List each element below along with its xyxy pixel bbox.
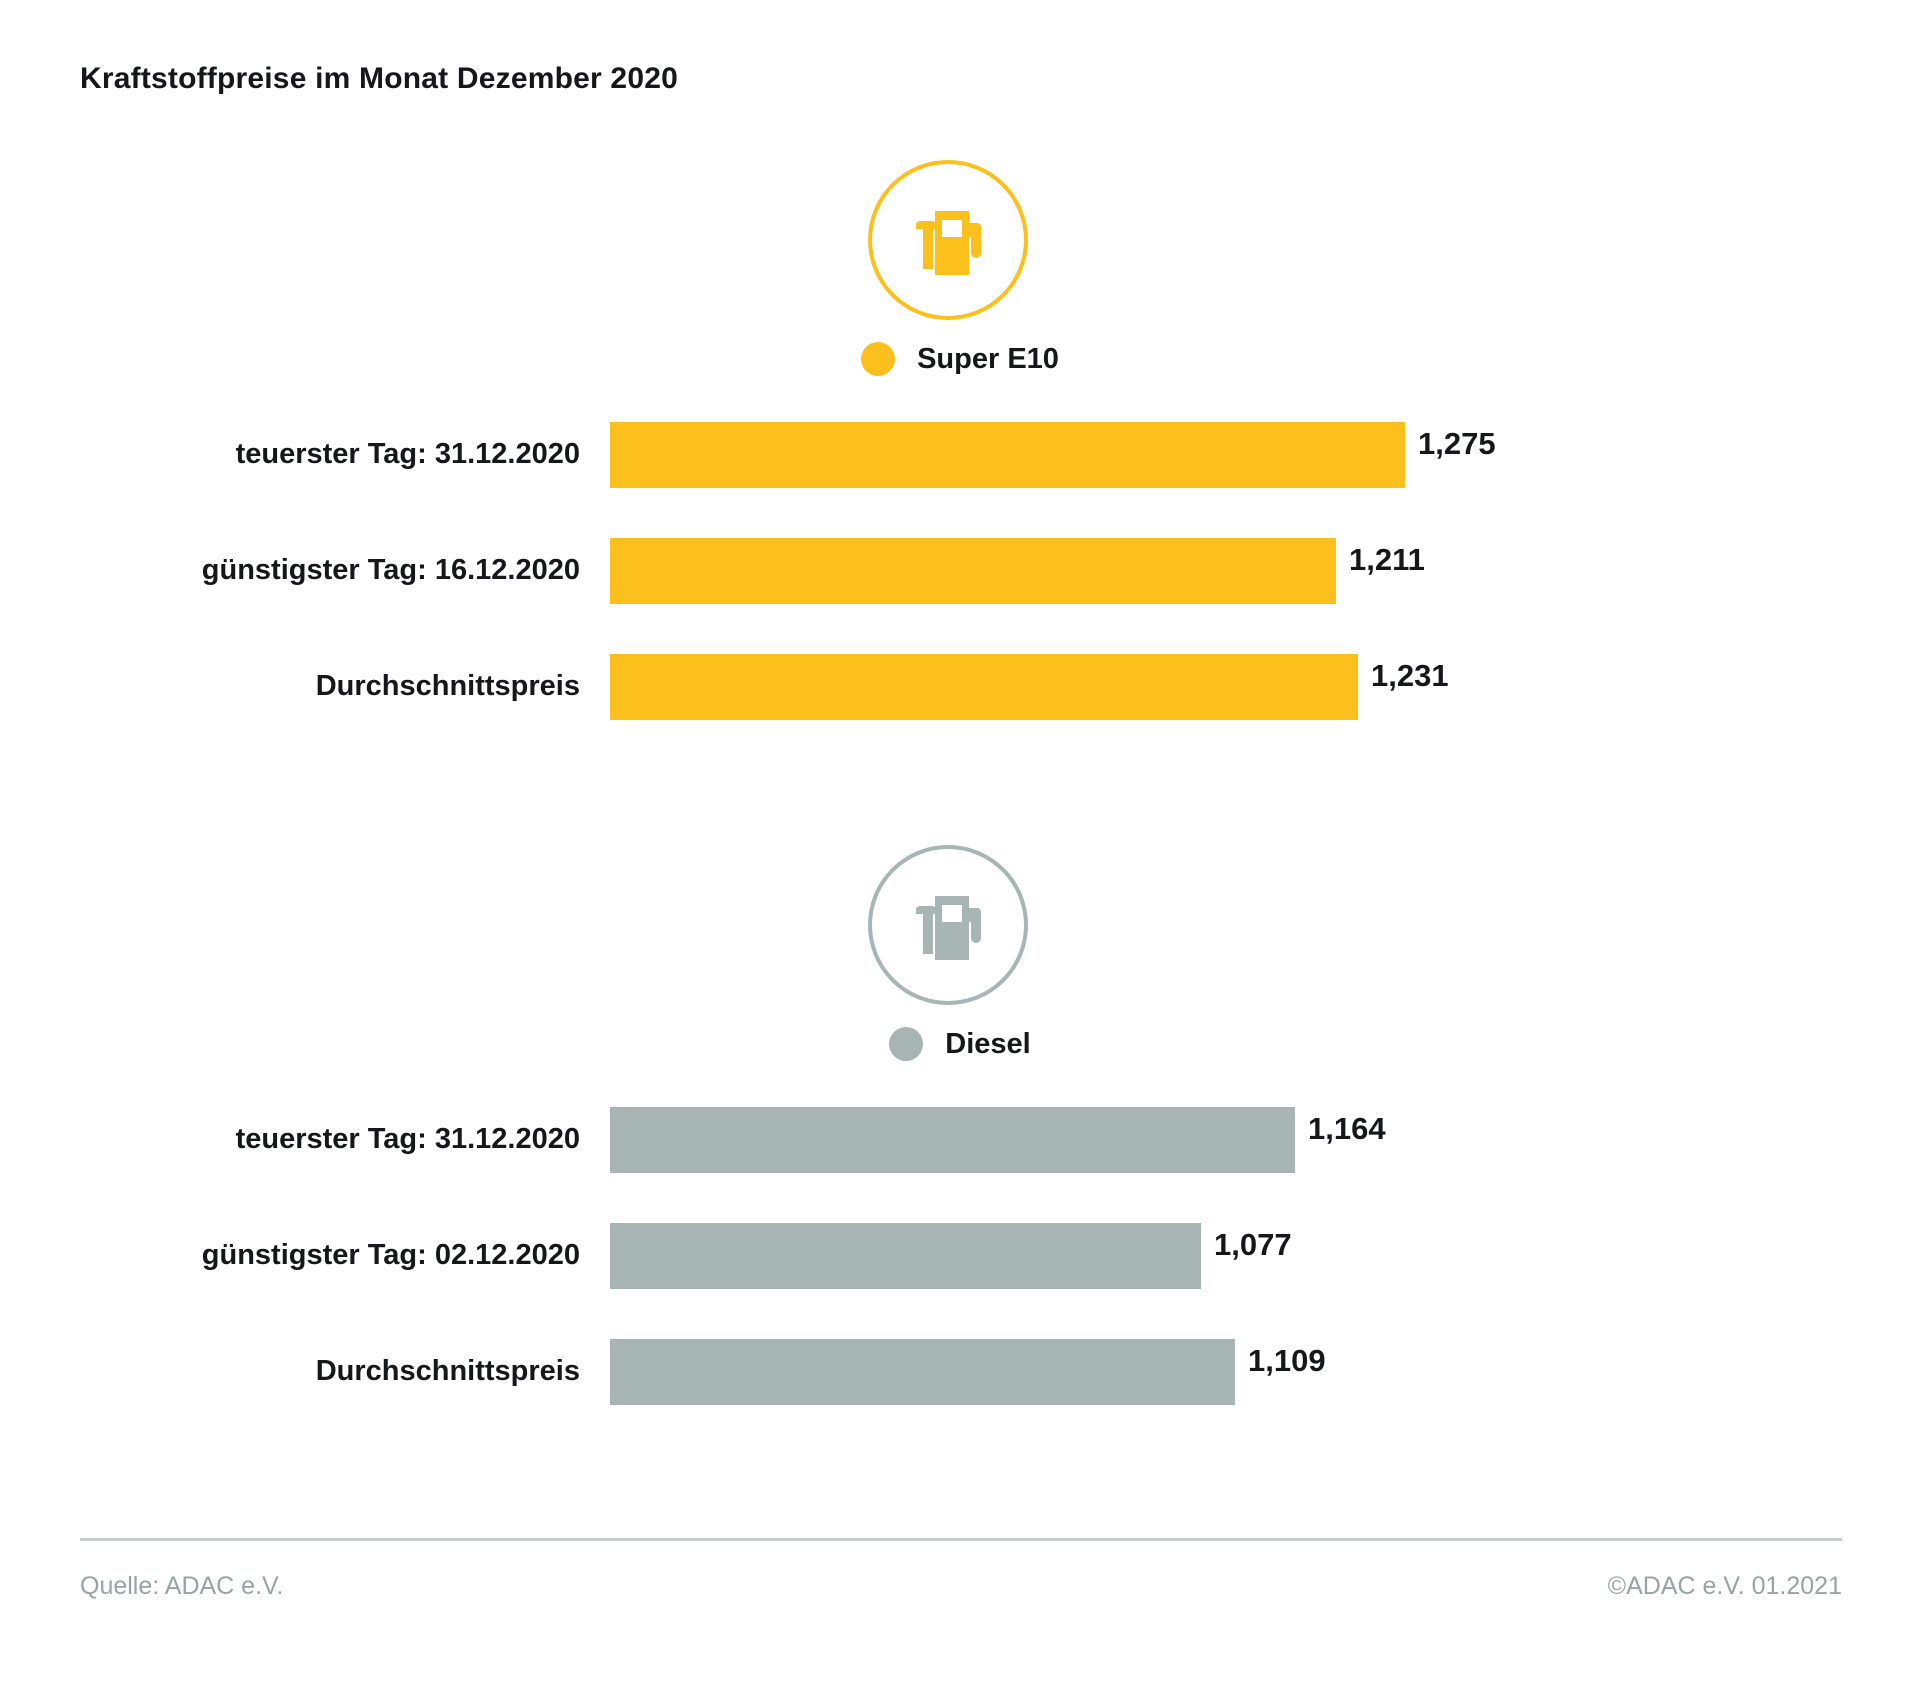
row-label: Durchschnittspreis [315, 1355, 580, 1387]
bar-area [610, 1107, 1295, 1173]
table-row [0, 412, 1920, 528]
legend-super-e10 [0, 342, 1920, 376]
bar-diesel-guenstigster [610, 1223, 1201, 1289]
source-note: Quelle: ADAC e.V. [80, 1572, 284, 1600]
legend-color-dot-diesel [889, 1027, 923, 1061]
legend-label-diesel: Diesel [945, 1027, 1031, 1060]
table-row [0, 1213, 1920, 1329]
table-row [0, 644, 1920, 760]
bar-super-durchschnitt [610, 654, 1358, 720]
bar-value: 1,231 [1371, 658, 1449, 693]
fuel-pump-icon-wrap-super [868, 160, 1028, 320]
table-row [0, 528, 1920, 644]
bar-value: 1,077 [1214, 1227, 1292, 1262]
icon-circle-diesel [868, 845, 1028, 1005]
row-label: teuerster Tag: 31.12.2020 [235, 438, 580, 470]
bar-area [610, 1339, 1235, 1405]
bar-super-teuerster [610, 422, 1405, 488]
bar-diesel-durchschnitt [610, 1339, 1235, 1405]
bar-value: 1,164 [1308, 1111, 1386, 1146]
bar-value: 1,275 [1418, 426, 1496, 461]
row-label: günstigster Tag: 16.12.2020 [201, 554, 580, 586]
footer-divider [80, 1538, 1842, 1541]
bar-area [610, 422, 1405, 488]
row-label: Durchschnittspreis [315, 670, 580, 702]
copyright-note: ©ADAC e.V. 01.2021 [1607, 1572, 1842, 1600]
bar-area [610, 538, 1336, 604]
fuel-pump-icon-wrap-diesel [868, 845, 1028, 1005]
page-title: Kraftstoffpreise im Monat Dezember 2020 [80, 62, 678, 95]
icon-circle-super [868, 160, 1028, 320]
legend-color-dot-super [861, 342, 895, 376]
legend-diesel [0, 1027, 1920, 1061]
fuel-pump-icon [911, 201, 985, 279]
table-row [0, 1097, 1920, 1213]
row-label: günstigster Tag: 02.12.2020 [201, 1239, 580, 1271]
bar-rows-super [0, 412, 1920, 760]
table-row [0, 1329, 1920, 1445]
bar-value: 1,109 [1248, 1343, 1326, 1378]
bar-diesel-teuerster [610, 1107, 1295, 1173]
bar-super-guenstigster [610, 538, 1336, 604]
bar-value: 1,211 [1349, 542, 1425, 577]
bar-area [610, 1223, 1201, 1289]
fuel-pump-icon [911, 886, 985, 964]
legend-label-super: Super E10 [917, 342, 1059, 375]
row-label: teuerster Tag: 31.12.2020 [235, 1123, 580, 1155]
bar-area [610, 654, 1358, 720]
bar-rows-diesel [0, 1097, 1920, 1445]
